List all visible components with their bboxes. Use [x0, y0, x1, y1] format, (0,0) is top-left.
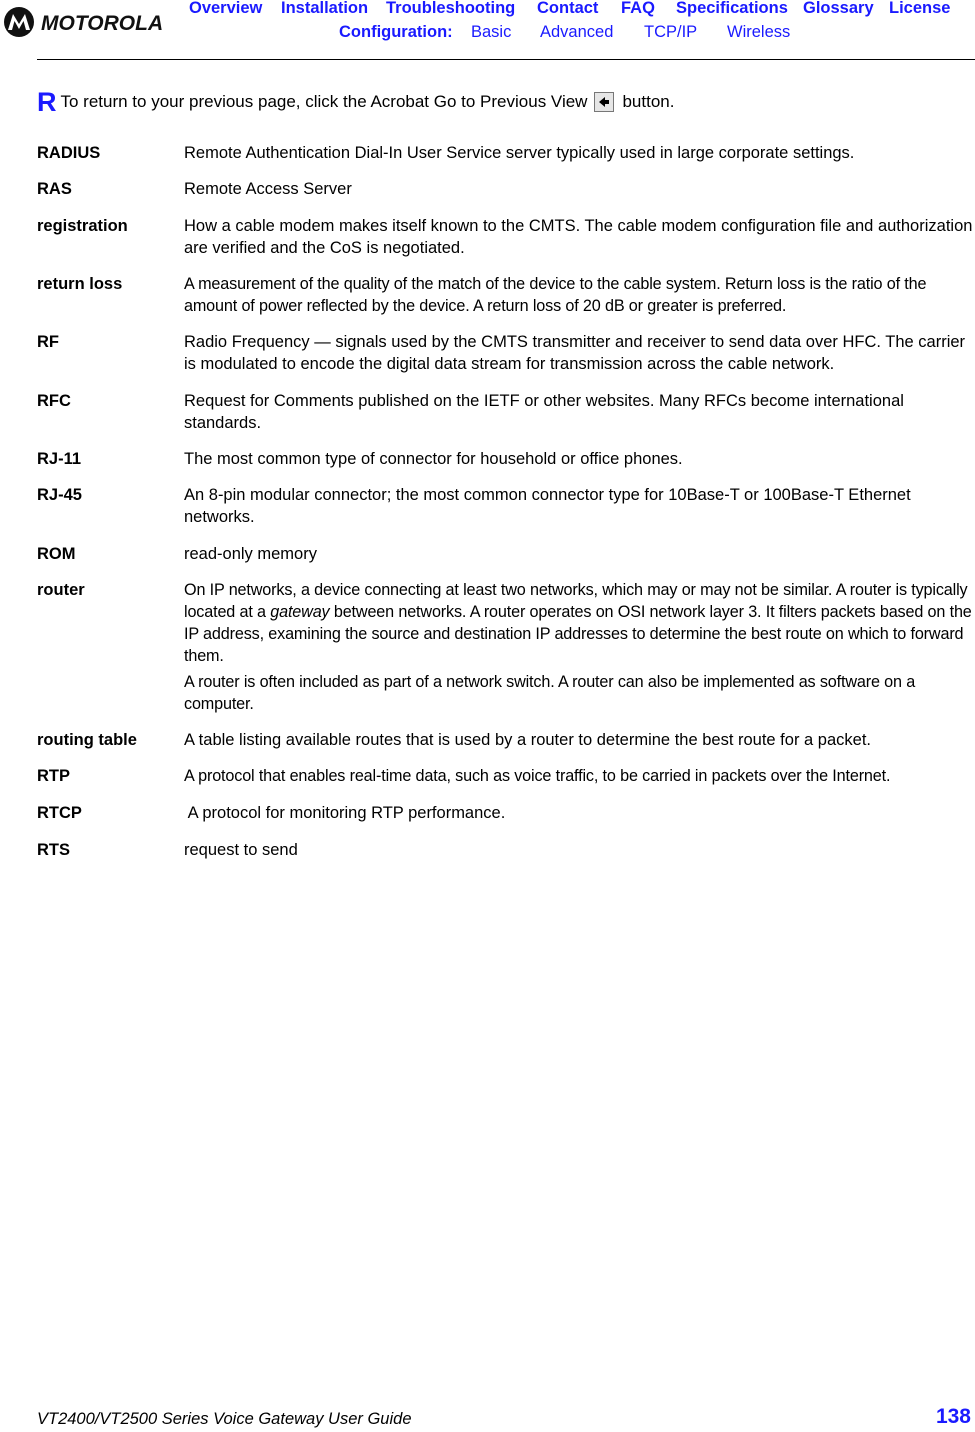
definition-text: On IP networks, a device connecting at least two networks, which may or may not be similar. A router is typically located at a [184, 581, 968, 621]
config-wireless-link[interactable]: Wireless [727, 23, 791, 41]
definition-text: between networks. A router operates on OSI network layer 3. It filters packets based on the IP address, examining the source and destination IP addresses to determine the best route on which to forward them. [184, 603, 972, 665]
nav-contact[interactable]: Contact [537, 0, 599, 17]
glossary-term: RTCP [37, 804, 82, 822]
glossary-term: RTP [37, 767, 70, 785]
glossary-definition: The most common type of connector for household or office phones. [184, 450, 683, 468]
glossary-term: RAS [37, 180, 72, 198]
definition-emphasis: gateway [270, 603, 330, 621]
nav-installation[interactable]: Installation [281, 0, 369, 17]
glossary-term: registration [37, 217, 128, 235]
header-divider [37, 59, 975, 60]
glossary-term: ROM [37, 545, 76, 563]
config-tcpip-link[interactable]: TCP/IP [644, 23, 698, 41]
glossary-term: router [37, 581, 85, 599]
glossary-definition: A table listing available routes that is used by a router to determine the best route for a packet. [184, 731, 871, 749]
nav-specifications[interactable]: Specifications [676, 0, 788, 17]
glossary-definition: Remote Access Server [184, 180, 352, 198]
glossary-definition: A protocol for monitoring RTP performance. [184, 804, 506, 822]
nav-glossary[interactable]: Glossary [803, 0, 874, 17]
glossary-term: RF [37, 333, 59, 351]
back-arrow-icon [598, 96, 610, 108]
nav-faq[interactable]: FAQ [621, 0, 655, 17]
glossary-term: return loss [37, 275, 123, 293]
glossary-definition: A protocol that enables real-time data, such as voice traffic, to be carried in packets over the Internet. [184, 767, 891, 785]
configuration-label: Configuration: [339, 23, 453, 41]
back-text-before: To return to your previous page, click the Acrobat Go to Previous View [60, 92, 588, 111]
go-to-previous-view-button[interactable] [594, 92, 614, 112]
glossary-definition: request to send [184, 841, 298, 859]
page-number: 138 [935, 1405, 971, 1428]
glossary-definition: Request for Comments published on the IETF or other websites. Many RFCs become international standards. [184, 392, 904, 432]
logo-wordmark: MOTOROLA [41, 12, 164, 35]
footer-guide-title: VT2400/VT2500 Series Voice Gateway User Guide [37, 1410, 412, 1428]
config-advanced-link[interactable]: Advanced [540, 23, 614, 41]
nav-troubleshooting[interactable]: Troubleshooting [386, 0, 516, 17]
top-navigation [0, 0, 975, 45]
glossary-term: RADIUS [37, 144, 101, 162]
nav-overview[interactable]: Overview [189, 0, 263, 17]
config-basic-link[interactable]: Basic [471, 23, 512, 41]
glossary-definition: A measurement of the quality of the match of the device to the cable system. Return loss is the ratio of the amount of power reflected by the device. A return loss of 20 dB or greater is preferred. [184, 275, 927, 315]
glossary-term: RFC [37, 392, 71, 410]
glossary-term: RTS [37, 841, 70, 859]
glossary-term: routing table [37, 731, 137, 749]
glossary-definition: An 8-pin modular connector; the most common connector type for 10Base-T or 100Base-T Ethernet networks. [184, 486, 911, 526]
back-instruction [37, 88, 674, 116]
section-letter: R [37, 87, 57, 117]
glossary-definition: Remote Authentication Dial-In User Service server typically used in large corporate settings. [184, 144, 855, 162]
glossary-definition: How a cable modem makes itself known to the CMTS. The cable modem configuration file and authorization are verified and the CoS is negotiated. [184, 217, 973, 257]
nav-license[interactable]: License [889, 0, 951, 17]
back-text-after: button. [622, 92, 675, 111]
glossary-term: RJ-11 [37, 450, 82, 468]
glossary-definition [184, 579, 975, 715]
glossary-definition: Radio Frequency — signals used by the CMTS transmitter and receiver to send data over HFC. The carrier is modulated to encode the digital data stream for transmission across the cable network. [184, 333, 966, 373]
glossary-term: RJ-45 [37, 486, 82, 504]
glossary-definition: read-only memory [184, 545, 317, 563]
definition-paragraph: A router is often included as part of a network switch. A router can also be implemented as software on a computer. [184, 673, 916, 713]
